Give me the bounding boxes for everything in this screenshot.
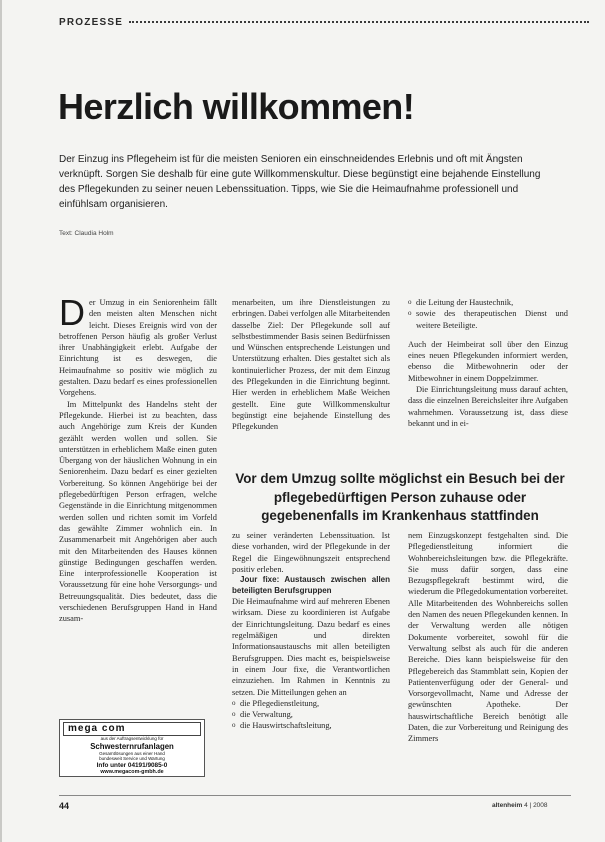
body-column-3-lower [408, 530, 568, 745]
body-paragraph: Auch der Heimbeirat soll über den Einzug eines neuen Pflegekunden informiert werden, ebenso die Mitbewohnerin oder der Mitbewohner in einem Doppelzimmer. [408, 339, 568, 383]
body-column-1 [59, 292, 217, 625]
body-paragraph: menarbeiten, um ihre Dienstleistungen zu erbringen. Dabei verfolgen alle Mitarbeitenden dasselbe Ziel: Der Pflegekunde soll auf selbstbestimmender Basis seinen Bedürfnissen und Wünschen entsprechende Leistungen und Unterstützung erhalten. Dies gestaltet sich als kontinuierlicher Prozess, der mit dem Einzug des Pflegekunden in die Einrichtung beginnt. Hier werden in erheblichem Maße Weichen gestellt. Eine gute Willkommenskultur begünstigt eine bejahende Einstellung des Pflegekunden [232, 298, 390, 432]
article-byline: Text: Claudia Holm [59, 230, 114, 237]
section-label: PROZESSE [59, 16, 124, 28]
ad-product: Schwesternrufanlagen [90, 741, 174, 751]
advertiser-logo: mega com [63, 722, 201, 736]
list-item: o die Leitung der Haustechnik, [408, 297, 568, 308]
body-paragraph: zu seiner veränderten Lebenssituation. Ist diese vorhanden, wird der Pflegekunde in der Regel die Eingewöhnungszeit entsprechend positiv erleben. [232, 531, 390, 574]
publication-name: altenheim [492, 802, 523, 809]
issue-number: 4 | 2008 [524, 802, 548, 809]
body-paragraph: Im Mittelpunkt des Handelns steht der Pflegekunde. Hierbei ist zu beachten, dass auch Angehörige zum Kreis der Kunden gezählt werden wollen und sollen. Sie unterstützen in erheblichem Maße einen guten Übergang von der häuslichen Wohnung in ein Seniorenheim. Dazu bedarf es einer gezielten Vorbereitung. So können Angehörige bei der pflegebedürftigen Person erfragen, welche Gegenstände in die Einrichtung mitgenommen werden sollen und richten somit im Vorfeld das gewählte Zimmer wohnlich ein. In Zusammenarbeit mit Angehörigen aber auch mit den Mitarbeitenden des Hauses können günstige Bedingungen geschaffen werden. Eine interprofessionelle Kooperation ist Voraussetzung für eine hohe Versorgungs- und Betreuungsqualität. Dies bedeutet, dass die verschiedenen Berufsgruppen Hand in Hand zusam- [59, 399, 217, 624]
body-paragraph: Die Heimaufnahme wird auf mehreren Ebenen wirksam. Diese zu koordinieren ist Aufgabe der Einrichtungsleitung. Dazu bedarf es eines regelmäßigen und direkten Informationsaustauschs mit allen beteiligten Berufsgruppen. Dies macht es, beispielsweise in einem Jour fixe, die Verantwortlichen einzuziehen. Im Rahmen in Kenntnis zu setzen. Die Mitteilungen gehen an [232, 597, 390, 697]
page-number: 44 [59, 801, 70, 811]
footer-rule [59, 795, 571, 796]
recipient-list [232, 698, 390, 732]
subheading: Jour fixe: Austausch zwischen allen beteiligten Berufsgruppen [232, 575, 390, 595]
body-paragraph: er Umzug in ein Seniorenheim fällt den meisten alten Menschen nicht leicht. Dieses Ereignis wird von der betroffenen Person häufig als großer Verlust ihrer Unabhängigkeit erlebt. Aufgabe der Einrichtung ist es deswegen, die Heimaufnahme so positiv wie möglich zu gestalten. Dazu bedarf es eines professionellen Vorgehens. [59, 298, 217, 398]
section-header [59, 14, 589, 30]
publication-info [492, 802, 548, 809]
ad-phone: Info unter 04191/9085-0 [96, 761, 168, 769]
drop-cap: D [59, 292, 85, 333]
article-intro: Der Einzug ins Pflegeheim ist für die meisten Senioren ein einschneidendes Erlebnis und oft mit Ängsten verknüpft. Sorgen Sie deshalb für eine gute Willkommenskultur. Diese begünstigt eine bejahende Einstellung des Pflegekunden zu seiner neuen Lebenssituation. Tipps, wie Sie die Heimaufnahme professionell und einfühlsam organisieren. [59, 154, 541, 210]
body-paragraph: Die Einrichtungsleitung muss darauf achten, dass die einzelnen Bereichsleiter ihre Aufgaben wahrnehmen. Voraussetzung ist, dass diese bekannt und in ei- [408, 385, 568, 428]
ad-website[interactable]: www.megacom-gmbh.de [100, 769, 164, 775]
ad-tagline: Gesamtlösungen aus einer Hand [99, 750, 165, 756]
list-item: o die Hauswirtschaftsleitung, [232, 720, 390, 731]
pull-quote: Vor dem Umzug sollte möglichst ein Besuch bei der pflegebedürftigen Person zuhause oder gegebenenfalls im Krankenhaus stattfinden [235, 471, 565, 523]
body-column-3 [408, 297, 568, 429]
list-item: o die Verwaltung, [232, 709, 390, 720]
recipient-list [408, 297, 568, 331]
list-item: o die Pflegedienstleitung, [232, 698, 390, 709]
advertisement[interactable] [59, 719, 205, 777]
body-column-2-lower [232, 530, 390, 732]
body-column-2 [232, 297, 390, 433]
dotted-rule [129, 21, 589, 23]
article-headline: Herzlich willkommen! [58, 86, 415, 127]
ad-tagline: aus der Auftragsentwicklung für [100, 736, 164, 741]
ad-tagline: bundesweit Service und Wartung [99, 756, 165, 761]
body-paragraph: nem Einzugskonzept festgehalten sind. Die Pflegedienstleitung informiert die Wohnbereichsleitungen bzw. die Pflegekräfte. Sie muss dafür sorgen, dass eine Bezugspflegekraft bestimmt wird, die wiederum die Pflegedokumentation vorbereitet. Alle Mitarbeitenden des Wohnbereichs sollen den Namen des neuen Pflegekunden kennen. In der Verwaltung werden alle nötigen Dokumente vorbereitet, sowohl für die Verwaltung selbst als auch für die anderen Bereiche. Dies kann beispielsweise für den Pflegebereich das Stammblatt sein, Kopien der Patientenverfügung oder der General- und Vorsorgevollmacht, Name und Adresse der gewünschten Apotheke. Der hauswirtschaftliche Bereich benötigt alle Daten, die zur Vorbereitung und Reinigung des Zimmers [408, 531, 569, 744]
list-item: o sowie des therapeutischen Dienst und weitere Beteiligte. [408, 308, 568, 331]
